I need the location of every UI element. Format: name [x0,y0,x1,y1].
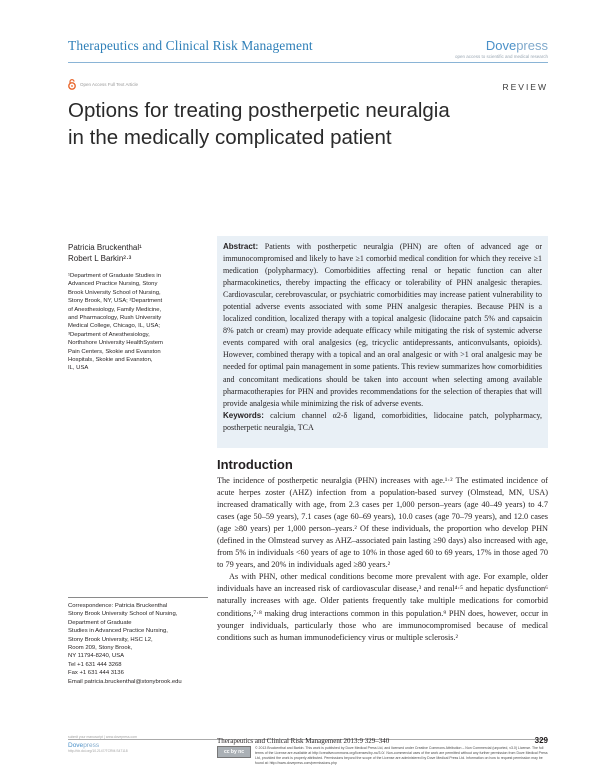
affiliation-line: Pain Centers, Skokie and Evanston [68,348,161,355]
article-title [68,97,538,151]
page-number: 329 [534,736,548,745]
journal-title: Therapeutics and Clinical Risk Management [68,38,313,53]
publisher-tagline: open access to scientific and medical research [454,54,548,59]
open-access-badge [68,79,138,90]
publisher-logo [455,38,548,59]
affiliation-line: ³Department of Anesthesiology, [68,331,150,338]
correspondence-line: Room 209, Stony Brook, [68,645,133,652]
footer-left [68,735,198,754]
keywords-label: Keywords: [223,410,264,420]
affiliation-line: ¹Department of Graduate Studies in [68,273,161,279]
footer-citation: Therapeutics and Clinical Risk Management 2013:9 329–340 [217,737,390,745]
paragraph: The incidence of postherpetic neuralgia (PHN) increases with age.¹·² The estimated incidence of acute herpes zoster (AHZ) infection from a population-based survey (Olmstead, MN, USA) increased dramatically with age, from 2.3 cases per 1,000 person–years (age 40–49 years) to 4.7 cases (age 50–59 years), 7.1 cases (age 60–69 years), 10.0 cases (age 70–79 years), and 12.0 cases (age ≥80 years) per 1,000 person–years.² Of these individuals, the proportion who develop PHN (defined in the Olmstead survey as AHZ–associated pain lasting ≥90 days) also increased with age, from 5% in individuals <60 years of age to 10% in those aged 60 to 69 years, 17% in those aged 70 to 79 years, and 20% in individuals aged ≥80 years.² [217,476,548,570]
affiliation-line: Advanced Practice Nursing, Stony [68,281,158,288]
open-access-label: Open Access Full Text Article [80,82,138,87]
author-name: Patricia Bruckenthal¹ [68,243,142,252]
correspondence-line: Studies in Advanced Practice Nursing, [68,628,168,635]
affiliation-line: Stony Brook, NY, USA; ²Department [68,298,163,305]
doi-link[interactable]: http://dx.doi.org/10.2147/TCRM.S47118 [68,749,128,753]
introduction-heading: Introduction [217,457,293,472]
footer-publisher-logo: Dovepress [68,742,100,749]
abstract-box [217,236,548,448]
correspondence-line: Stony Brook University, HSC L2, [68,636,153,643]
license-text: © 2013 Bruckenthal and Barkin. This work is published by Dove Medical Press Ltd, and licensed under Creative Commons Attribution – Non Commercial (unported, v3.0) License. The full terms of the License are available at http://creativecommons.org/licenses/by-nc/3.0/. Non-commercial uses of the work are permitted without any further permission from Dove Medical Press Ltd, provided the work is properly attributed. Permissions beyond the scope of the License are administered by Dove Medical Press Ltd. Information on how to request permission may be found at: http://www.dovepress.com/permissions.php [255,746,548,765]
affiliation-line: of Anesthesiology, Family Medicine, [68,306,162,313]
correspondence-line: NY 11794-8240, USA [68,653,125,660]
affiliations [68,272,208,373]
title-line-1: Options for treating postherpetic neuralgia [68,99,450,122]
submit-manuscript-link[interactable]: submit your manuscript | www.dovepress.com [68,735,137,739]
paragraph: As with PHN, other medical conditions become more prevalent with age. For example, older individuals have an increased risk of cardiovascular disease,³ and renal⁴·⁵ and hepatic dysfunction⁶ naturally increases with age. Older patients frequently take multiple medications for comorbid conditions,⁷·⁸ making drug interactions common in this population.⁹ PHN does, however, occur in younger individuals, particularly those who are immunocompromised because of medical conditions such as human immunodeficiency virus or multiple sclerosis.² [217,572,548,642]
creative-commons-icon[interactable]: cc by nc [217,746,251,758]
correspondence [68,602,213,686]
affiliation-line: Brook University School of Nursing, [68,289,161,296]
correspondence-line: Tel +1 631 444 3268 [68,661,122,668]
article-type: REVIEW [502,82,548,92]
correspondence-divider [68,597,208,598]
keywords-list: calcium channel α2-δ ligand, comorbidities, lidocaine patch, polypharmacy, postherpetic neuralgia, TCA [223,410,543,432]
abstract-label: Abstract: [223,242,259,251]
correspondence-line: Department of Graduate [68,619,132,626]
author-name: Robert L Barkin²·³ [68,254,132,263]
abstract-body: Patients with postherpetic neuralgia (PHN) are often of advanced age or immunocompromised and likely to have ≥1 comorbid medical condition for which they receive ≥1 medication (polypharmacy). Comorbidities affecting renal or hepatic function can alter pharmacokinetics, thereby impacting the efficacy or tolerability of PHN analgesic therapies. Cardiovascular, cerebrovascular, or psychiatric comorbidities may increase patient vulnerability to potential adverse events associated with some PHN analgesic therapies. Because PHN is a localized condition, localized therapy with a topical analgesic (lidocaine patch 5% and capsaicin 8% patch or cream) may provide adequate efficacy while mitigating the risk of systemic adverse events compared with oral analgesics (eg, tricyclic antidepressants, anticonvulsants, opioids). However, combined therapy with a topical and an oral analgesic or with >1 oral analgesic may be needed for optimal pain management in some patients. This review summarizes how comorbidities and concomitant medications should be taken into account when selecting among available pharmacotherapies for PHN and provides recommendations for the selection of therapies that will provide analgesia while minimizing the risk of adverse events. [223,242,542,408]
affiliation-line: Medical College, Chicago, IL, USA; [68,323,161,330]
correspondence-line: Correspondence: Patricia Bruckenthal [68,603,168,609]
publisher-name: Dovepress [485,38,548,53]
abstract-text [223,241,542,410]
header-divider [68,62,548,63]
correspondence-line: Stony Brook University School of Nursing, [68,611,178,618]
author-sidebar [68,242,208,373]
affiliation-line: and Pharmacology, Rush University [68,315,162,322]
title-line-2: in the medically complicated patient [68,126,392,149]
open-access-lock-icon [68,79,76,90]
correspondence-line: Fax +1 631 444 3136 [68,670,124,677]
license [217,746,548,766]
affiliation-line: IL, USA [68,365,89,372]
keywords [223,410,542,434]
introduction-body [217,475,548,644]
affiliation-line: Hospitals, Skokie and Evanston, [68,357,153,364]
correspondence-email[interactable]: Email patricia.bruckenthal@stonybrook.edu [68,678,182,685]
affiliation-line: Northshore University HealthSystem [68,340,163,347]
